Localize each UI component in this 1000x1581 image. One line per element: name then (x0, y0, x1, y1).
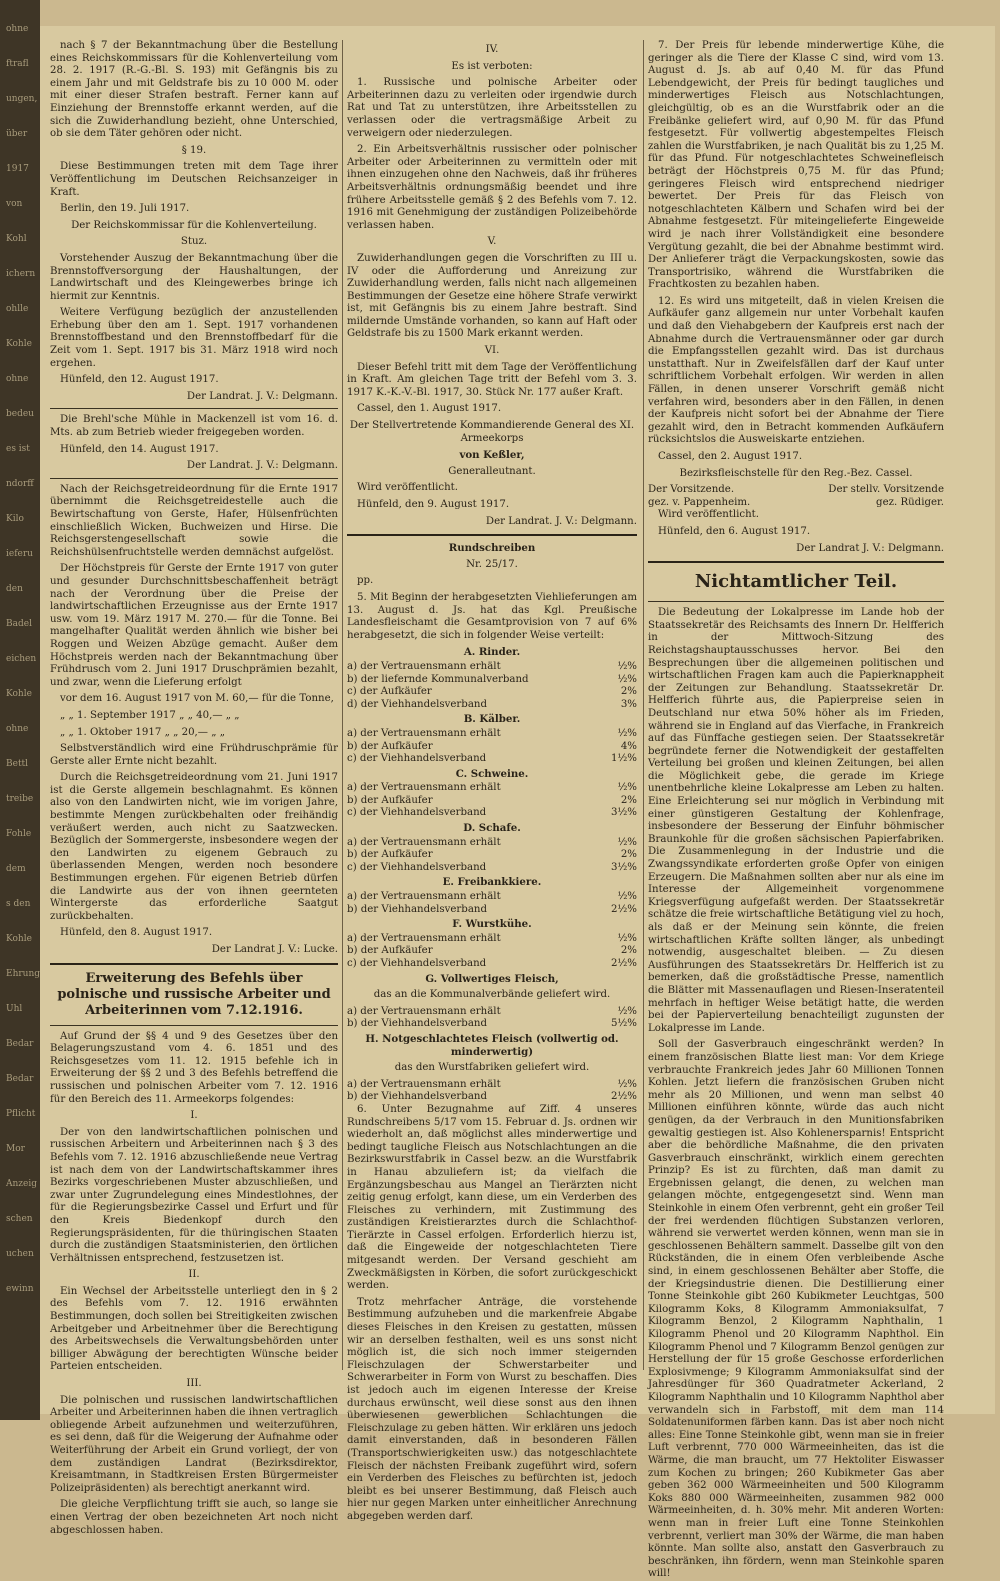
dateline: Hünfeld, den 6. August 1917. (658, 525, 811, 537)
paragraph: Ein Wechsel der Arbeitsstelle unterliegt den in § 2 des Befehls vom 7. 12. 1916 erwähnten Bestimmungen, doch sollen bei Streitigkeiten zwischen Arbeitgeber und Arbeitnehmer über die Berechtigung des Arbeitswechsels die Verwaltungsbehörden unter billiger Abwägung der berechtigten Wünsche beider Parteien entscheiden. (50, 1285, 338, 1373)
binding-gutter (0, 0, 40, 1420)
divider (50, 408, 338, 409)
paragraph: Die gleiche Verpflichtung trifft sie auch, so lange sie einen Vertrag der oben bezeichneten Art noch nicht abgeschlossen haben. (50, 1499, 338, 1536)
signature: Der Landrat J. V.: Lucke. (211, 944, 338, 955)
provision-percent: ½% (617, 836, 637, 848)
margin-fragment: Kohl (6, 234, 27, 244)
provision-group-note: das den Wurstfabriken geliefert wird. (394, 1062, 590, 1074)
signature: Der Landrat J. V.: Delgmann. (796, 542, 944, 554)
provision-percent: ½% (617, 891, 637, 903)
provision-recipient: a) der Vertrauensmann erhält (347, 727, 501, 739)
provision-group-title: C. Schweine. (455, 767, 529, 780)
signature-left: Der Vorsitzende. (648, 484, 735, 496)
margin-fragment: ohne (6, 24, 29, 34)
provision-recipient: a) der Vertrauensmann erhält (347, 660, 501, 672)
provision-row (347, 661, 637, 674)
paragraph: Dieser Befehl tritt mit dem Tage der Veröffentlichung in Kraft. Am gleichen Tage tritt der Befehl vom 3. 3. 1917 K.-K.-V.-Bl. 1917, 30. Stück Nr. 177 außer Kraft. (347, 361, 637, 398)
paragraph: nach § 7 der Bekanntmachung über die Bestellung eines Reichskommissars für die Kohlenverteilung vom 28. 2. 1917 (R.-G.-Bl. S. 193) mit Gefängnis bis zu einem Jahr und mit Geldstrafe bis zu 10 000 M. oder mit einer dieser Strafen bestraft. Ferner kann auf Einziehung der Brennstoffe erkannt werden, auf die sich die Zuwiderhandlung bezieht, ohne Unterschied, ob sie dem Täter gehören oder nicht. (50, 40, 338, 140)
signature-name: Stuz. (180, 236, 208, 248)
roman-numeral: IV. (485, 44, 499, 55)
signature-row (648, 497, 944, 510)
margin-fragment: ohne (6, 374, 29, 384)
dateline: Hünfeld, den 8. August 1917. (60, 927, 213, 939)
subheading: Es ist verboten: (451, 60, 533, 72)
provision-recipient: b) der Aufkäufer (347, 945, 433, 957)
provision-percent: 2% (620, 945, 637, 957)
margin-fragment: Badel (6, 619, 32, 629)
provision-row (347, 849, 637, 862)
provision-recipient: b) der Viehhandelsverband (347, 1091, 487, 1103)
provision-percent: 2% (620, 794, 637, 806)
provision-row (347, 891, 637, 904)
margin-fragment: Bedar (6, 1039, 34, 1049)
provision-group-title: F. Wurstkühe. (452, 918, 532, 931)
price-line: vor dem 16. August 1917 von M. 60,— für die Tonne, (60, 693, 334, 705)
provision-row (347, 862, 637, 875)
margin-fragment: Bettl (6, 759, 29, 769)
provision-percent: 3½% (610, 861, 637, 873)
section-headline: Nichtamtlicher Teil. (694, 571, 898, 593)
paragraph: 5. Mit Beginn der herabgesetzten Viehlieferungen am 13. August d. Js. hat das Kgl. Preußische Landesfleischamt die Gesamtprovision von 7 auf 6% herabgesetzt, die sich in folgender Weise verteilt: (347, 591, 637, 641)
margin-fragment: Ehrung (6, 969, 41, 979)
signature-rank: Generalleutnant. (448, 465, 536, 477)
signature: Der Reichskommissar für die Kohlenverteilung. (71, 219, 317, 231)
margin-fragment: Fohle (6, 829, 32, 839)
column-rule (342, 40, 343, 1370)
column-3 (648, 40, 944, 1580)
column-1 (50, 40, 338, 1536)
paragraph: Die Brehl'sche Mühle in Mackenzell ist vom 16. d. Mts. ab zum Betrieb wieder freigegeben worden. (50, 414, 338, 439)
provision-row (347, 807, 637, 820)
margin-fragment: es ist (6, 444, 30, 454)
provision-recipient: b) der Aufkäufer (347, 794, 433, 806)
section-number: § 19. (181, 144, 207, 156)
paragraph: Auf Grund der §§ 4 und 9 des Gesetzes über den Belagerungszustand vom 4. 6. 1851 und des Reichsgesetzes vom 11. 12. 1915 befehle ich in Erweiterung der §§ 2 und 3 des Befehls betreffend die russischen und polnischen Arbeiter vom 7. 12. 1916 für den Bereich des 11. Armeekorps folgendes: (50, 1030, 338, 1105)
signature-left: gez. v. Pappenheim. (648, 496, 751, 508)
provision-recipient: a) der Vertrauensmann erhält (347, 932, 501, 944)
article-headline: Erweiterung des Befehls über polnische und russische Arbeiter und Arbeiterinnen vom 7.12.1916. (57, 970, 331, 1018)
circular-number: Nr. 25/17. (466, 558, 518, 570)
roman-numeral: I. (190, 1110, 198, 1122)
provision-row (347, 958, 637, 971)
provision-row (347, 1018, 637, 1031)
issuing-office: Bezirksfleischstelle für den Reg.-Bez. Cassel. (679, 467, 913, 479)
provision-row (347, 699, 637, 712)
paragraph: Selbstverständlich wird eine Frühdruschprämie für Gerste aller Ernte nicht bezahlt. (50, 743, 338, 767)
margin-fragment: uchen (6, 1249, 34, 1259)
column-rule (643, 40, 644, 1370)
provision-percent: 1½% (610, 753, 637, 765)
provision-row (347, 795, 637, 808)
margin-fragment: ungen, (6, 94, 38, 104)
provision-row (347, 904, 637, 917)
margin-fragment: ndorff (6, 479, 34, 489)
dateline: Hünfeld, den 14. August 1917. (60, 443, 219, 455)
price-line: „ „ 1. September 1917 „ „ 40,— „ „ (60, 709, 240, 721)
paragraph: 12. Es wird uns mitgeteilt, daß in vielen Kreisen die Aufkäufer ganz allgemein nur unter Vorbehalt kaufen und daß den Viehabgebern der Kaufpreis erst nach der Abnahme durch die Vertrauensmänner oder gar durch die Empfangsstellen gezahlt wird. Das ist durchaus unstatthaft. Nur in Zweifelsfällen darf der Kauf unter schriftlichem Vorbehalt erfolgen. Wir werden in allen Fällen, in denen unserer Vorschrift gemäß nicht verfahren wird, besonders aber in den Fällen, in denen der Kaufpreis nicht sofort bei der Abnahme der Tiere gezahlt wird, den in Betracht kommenden Aufkäufern rücksichtslos die Ausweiskarte entziehen. (648, 295, 944, 446)
divider (648, 601, 944, 602)
divider (347, 534, 637, 536)
paragraph: Die polnischen und russischen landwirtschaftlichen Arbeiter und Arbeiterinnen haben die ihnen vertraglich obliegende Arbeit aufzunehmen und weiterzuführen, es sei denn, daß für die Weigerung der Aufnahme oder Weiterführung der Arbeit ein Grund vorliegt, der von dem zuständigen Landrat (Bezirksdirektor, Kreisamtmann, in Stadtkreisen Ersten Bürgermeister Polizeipräsidenten) als berechtigt anerkannt wird. (50, 1394, 338, 1494)
paragraph: Diese Bestimmungen treten mit dem Tage ihrer Veröffentlichung im Deutschen Reichsanzeiger in Kraft. (50, 161, 338, 198)
provision-percent: 4% (620, 740, 637, 752)
note: pp. (357, 575, 374, 587)
signature-right: Der stellv. Vorsitzende (828, 484, 944, 496)
margin-fragment: s den (6, 899, 31, 909)
margin-fragment: ichern (6, 269, 36, 279)
signature-name: von Keßler, (459, 449, 525, 462)
provision-group-title: B. Kälber. (463, 713, 521, 726)
paragraph: 1. Russische und polnische Arbeiter oder Arbeiterinnen dazu zu verleiten oder irgendwie durch Rat und Tat zu unterstützen, ihre Arbeitsstellen zu verlassen oder die vertragsmäßige Arbeit zu verweigern oder niederzulegen. (347, 77, 637, 139)
margin-fragment: eichen (6, 654, 37, 664)
provision-row (347, 945, 637, 958)
provision-percent: 2½% (610, 958, 637, 969)
paragraph: 2. Ein Arbeitsverhältnis russischer oder polnischer Arbeiter oder Arbeiterinnen zu vermitteln oder mit ihnen einzugehen ohne den Nachweis, daß ihr früheres Arbeitsverhältnis ordnungsmäßig beendet und ihre frühere Arbeitsstelle gemäß § 2 des Befehls vom 7. 12. 1916 mit Genehmigung der zuständigen Polizeibehörde verlassen haben. (347, 144, 637, 231)
signature-right: gez. Rüdiger. (876, 496, 944, 508)
provision-recipient: a) der Vertrauensmann erhält (347, 1005, 501, 1017)
note: Wird veröffentlicht. (357, 482, 459, 494)
provision-percent: 2½% (610, 903, 637, 915)
margin-fragment: ieferu (6, 549, 33, 559)
provision-percent: 5½% (610, 1018, 637, 1030)
margin-fragment: Kilo (6, 514, 24, 524)
provision-percent: 2% (620, 686, 637, 698)
margin-fragment: ohne (6, 724, 29, 734)
provision-row (347, 728, 637, 741)
signature: Der Landrat. J. V.: Delgmann. (186, 390, 338, 402)
dateline: Cassel, den 2. August 1917. (658, 451, 803, 462)
provision-recipient: c) der Viehhandelsverband (347, 807, 487, 819)
provision-recipient: b) der Viehhandelsverband (347, 903, 487, 915)
margin-fragment: Pflicht (6, 1109, 36, 1119)
paragraph: Weitere Verfügung bezüglich der anzustellenden Erhebung über den am 1. Sept. 1917 vorhandenen Brennstoffbestand und den Brennstoffbedarf für die Zeit vom 1. Sept. 1917 bis 31. März 1918 wird noch ergehen. (50, 307, 338, 369)
provision-group-title: A. Rinder. (463, 646, 521, 659)
section-headline: Rundschreiben (448, 542, 536, 555)
roman-numeral: V. (487, 236, 497, 248)
provision-table (347, 646, 637, 1104)
provision-row (347, 1091, 637, 1104)
provision-group-title: G. Vollwertiges Fleisch, (425, 972, 559, 985)
margin-fragment: Uhl (6, 1004, 23, 1014)
paragraph: Soll der Gasverbrauch eingeschränkt werden? In einem französischen Blatte liest man: Vor dem Kriege verbrauchte Frankreich jedes Jahr 60 Millionen Tonnen Kohlen. Jetzt liefern die französischen Gruben nicht mehr als 20 Millionen, und wenn man selbst 40 Millionen einführen könnte, würde das auch nicht genügen, da der Verbrauch in den Munitionsfabriken gewaltig gestiegen ist. Also Kohlenersparnis! Entspricht aber die behördliche Maßnahme, die den privaten Gasverbrauch einschränkt, wirklich einem gerechten Prinzip? Es ist zu fürchten, daß man damit zu Ergebnissen gelangt, die denen, zu welchen man gelangen möchte, entgegengesetzt sind. Wenn man Steinkohle in einem Ofen verbrennt, geht ein großer Teil der frei werdenden flüchtigen Substanzen verloren, während sie verwertet werden können, wenn man sie in geschlossenen Behältern sammelt. Dasselbe gilt von den Rückständen, die in einem Ofen verbleibende Asche sind, in einem geschlossenen Behälter aber Stoffe, die der Kriegsindustrie dienen. Die Destillierung einer Tonne Steinkohle gibt 260 Kubikmeter Leuchtgas, 500 Kilogramm Koks, 8 Kilogramm Ammoniaksulfat, 7 Kilogramm Benzol, 2 Kilogramm Naphthalin, 1 Kilogramm Phenol und 20 Kilogramm Naphthol. Ein Kilogramm Phenol und 7 Kilogramm Benzol genügen zur Herstellung der für 15 große Geschosse erforderlichen Explosivmenge; 9 Kilogramm Ammoniaksulfat sind der Jahresdünger für 360 Quadratmeter Ackerland, 2 Kilogramm Naphthalin und 10 Kilogramm Naphthol aber verwandeln sich in Farbstoff, mit dem man 114 Soldatenuniformen färben kann. Das ist aber noch nicht alles: Eine Tonne Steinkohle gibt, wenn man sie in freier Luft verbrennt, 770 000 Wärmeeinheiten, das ist die Wärme, die man braucht, um 77 Hektoliter Eiswasser zum Kochen zu bringen; 260 Kubikmeter Gas aber geben 362 000 Wärmeeinheiten und 500 Kilogramm Koks 880 000 Wärmeeinheiten, zusammen 982 000 Wärmeeinheiten, d. h. 30% mehr. Mit anderen Worten: wenn man in freier Luft eine Tonne Steinkohlen verbrennt, verliert man 30% der Wärme, die man haben könnte. Man sollte also, anstatt den Gasverbrauch zu beschränken, ihn fördern, wenn man Steinkohle sparen will! (648, 1039, 944, 1580)
divider (50, 478, 338, 479)
paragraph: Durch die Reichsgetreideordnung vom 21. Juni 1917 ist die Gerste allgemein beschlagnahmt. Es können also von den Landwirten nicht, wie im vorigen Jahre, bestimmte Mengen zurückbehalten oder freihändig veräußert werden, auch nicht zu Saatzwecken. Bezüglich der Sommergerste, insbesondere wegen der den Landwirten zu eigenem Gebrauch zu überlassenden Mengen, werden noch besondere Bestimmungen ergehen. Für eigenen Betrieb dürfen die Landwirte aus der von ihnen geernteten Wintergerste das erforderliche Saatgut zurückbehalten. (50, 772, 338, 922)
provision-recipient: d) der Viehhandelsverband (347, 698, 487, 710)
provision-percent: 2% (620, 849, 637, 861)
margin-fragment: den (6, 584, 23, 594)
margin-text-list (0, 24, 40, 1295)
provision-row (347, 782, 637, 795)
provision-recipient: b) der Aufkäufer (347, 740, 433, 752)
provision-recipient: c) der Viehhandelsverband (347, 753, 487, 765)
signature: Der Stellvertretende Kommandierende General des XI. Armeekorps (349, 420, 635, 444)
provision-recipient: c) der Aufkäufer (347, 686, 432, 698)
margin-fragment: Bedar (6, 1074, 34, 1084)
price-line: „ „ 1. Oktober 1917 „ „ 20,— „ „ (60, 726, 226, 738)
paragraph: Zuwiderhandlungen gegen die Vorschriften zu III u. IV oder die Aufforderung und Anreizung zur Zuwiderhandlung werden, falls nicht nach allgemeinen Bestimmungen der Gesetze eine höhere Strafe verwirkt ist, mit Gefängnis bis zu einem Jahre bestraft. Sind mildernde Umstände vorhanden, so kann auf Haft oder Geldstrafe bis zu 1500 Mark erkannt werden. (347, 252, 637, 340)
provision-percent: ½% (617, 673, 637, 685)
margin-fragment: Kohle (6, 339, 32, 349)
provision-percent: ½% (617, 1005, 637, 1017)
provision-recipient: a) der Vertrauensmann erhält (347, 891, 501, 903)
provision-group-title: D. Schafe. (463, 822, 521, 835)
provision-row (347, 674, 637, 687)
margin-fragment: von (6, 199, 23, 209)
provision-row (347, 753, 637, 766)
dateline: Hünfeld, den 12. August 1917. (60, 374, 219, 386)
margin-fragment: Kohle (6, 689, 32, 699)
provision-percent: ½% (617, 782, 637, 794)
margin-fragment: ewinn (6, 1284, 34, 1294)
provision-row (347, 686, 637, 699)
roman-numeral: II. (188, 1269, 200, 1281)
margin-fragment: treibe (6, 794, 34, 804)
provision-group-title: H. Notgeschlachtetes Fleisch (vollwertig od. minderwertig) (365, 1032, 619, 1058)
paragraph: Die Bedeutung der Lokalpresse im Lande hob der Staatssekretär des Reichsamts des Innern Dr. Helfferich in der Mittwoch-Sitzung des Reichstagshauptausschusses hervor. Bei den Besprechungen über die allgemeinen politischen und wirtschaftlichen Fragen kam auch die Papierknappheit der Zeitungen zur Behandlung. Staatssekretär Dr. Helfferich führte aus, die Papierpreise seien in Deutschland nur etwa 50% höher als im Frieden, während sie in England auf das Vierfache, in Frankreich auf das Fünffache gestiegen seien. Der Staatssekretär begründete ferner die Notwendigkeit der gestaffelten Verteilung bei großen und kleinen Zeitungen, bei allen die Möglichkeit gebe, die gerade im Kriege unentbehrliche kleine Lokalpresse am Leben zu halten. Eine Erleichterung sei nur möglich in Verbindung mit einer günstigeren Gestaltung der Kohlenfrage, insbesondere der Besserung der Einfuhr böhmischer Braunkohle für die großen sächsischen Papierfabriken. Die Zusammenlegung in der Industrie und die Zwangssyndikate erforderten große Opfer von einigen Erzeugern. Die Maßnahmen sollten aber nur als eine im Interesse der Allgemeinheit vorgenommene Kriegsverfügung aufgefaßt werden. Der Staatssekretär schätze die freie wirtschaftliche Betätigung viel zu hoch, als daß er der Meinung sein könnte, die freien wirtschaftlichen Kräfte sollten länger, als unbedingt notwendig, ausgeschaltet bleiben. — Zu diesen Ausführungen des Staatssekretärs Dr. Helfferich ist zu bemerken, daß die großstädtische Presse, namentlich die Blätter mit Massenauflagen und Riesen-Inseratenteil mehrfach in heftiger Weise betätigt hatte, die werden bei der Papierverteilung benachteiligt zugunsten der Lokalpresse im Lande. (648, 607, 944, 1034)
provision-recipient: b) der Viehhandelsverband (347, 1018, 487, 1030)
margin-fragment: Mor (6, 1144, 25, 1154)
margin-fragment: ftrafl (6, 59, 29, 69)
provision-row (347, 933, 637, 946)
margin-fragment: schen (6, 1214, 33, 1224)
note: Wird veröffentlicht. (658, 509, 760, 521)
paragraph: 7. Der Preis für lebende minderwertige Kühe, die geringer als die Tiere der Klasse C sind, wird vom 13. August d. Js. ab auf 0,40 M. für das Pfund Lebendgewicht, der Preis für bedingt taugliches und minderwertiges Fleisch aus Notschlachtungen, gleichgültig, ob es an die Wurstfabrik oder an die Freibänke geliefert wird, auf 0,90 M. für das Pfund festgesetzt. Für vollwertig abgestempeltes Fleisch zahlen die Wurstfabriken, je nach Qualität bis zu 1,25 M. für das Pfund. Für notgeschlachtetes Schweinefleisch beträgt der Höchstpreis 0,75 M. für das Pfund; geringeres Fleisch wird entsprechend niedriger bewertet. Der Preis für das Fleisch von notgeschlachteten Kälbern und Schafen wird bei der Abnahme festgesetzt. Für miteingelieferte Eingeweide wird je nach ihrer Vollständigkeit eine besondere Vergütung gezahlt, die bei der Abnahme bestimmt wird. Der Anlieferer trägt die Verpackungskosten, sowie das Transportrisiko, während die Wurstfabriken die Frachtkosten zu bezahlen haben. (648, 40, 944, 291)
provision-row (347, 1006, 637, 1019)
provision-group-note: das an die Kommunalverbände geliefert wird. (373, 989, 611, 1001)
provision-percent: ½% (617, 660, 637, 672)
paragraph: Nach der Reichsgetreideordnung für die Ernte 1917 übernimmt die Reichsgetreidestelle auch die Bewirtschaftung von Gerste, Hafer, Hülsenfrüchten einschließlich Wicken, Buchweizen und Hirse. Die Reichsgerstengesellschaft sowie die Reichshülsenfruchtstelle werden demnächst aufgelöst. (50, 483, 338, 558)
roman-numeral: VI. (484, 345, 500, 357)
divider (50, 963, 338, 965)
provision-percent: 3% (620, 698, 637, 710)
margin-fragment: Kohle (6, 934, 32, 944)
provision-percent: 3½% (610, 807, 637, 819)
margin-fragment: bedeu (6, 409, 34, 419)
dateline: Cassel, den 1. August 1917. (357, 403, 502, 415)
provision-percent: ½% (617, 727, 637, 739)
provision-percent: ½% (617, 932, 637, 944)
column-2 (347, 40, 637, 1522)
provision-row (347, 741, 637, 754)
provision-percent: ½% (617, 1078, 637, 1090)
signature-row (648, 484, 944, 497)
margin-fragment: dem (6, 864, 26, 874)
margin-fragment: über (6, 129, 28, 139)
provision-row (347, 1079, 637, 1092)
provision-group-title: E. Freibankkiere. (442, 876, 542, 889)
divider (648, 561, 944, 563)
margin-fragment: 1917 (6, 164, 29, 174)
provision-recipient: c) der Viehhandelsverband (347, 861, 487, 873)
paragraph: 6. Unter Bezugnahme auf Ziff. 4 unseres Rundschreibens 5/17 vom 15. Februar d. Js. ordnen wir wiederholt an, daß möglichst alles minderwertige und bedingt taugliche Fleisch aus Notschlachtungen an die Bezirkswurstfabrik in Cassel bezw. an die Wurstfabrik in Hanau abzuliefern ist; da vielfach die Ergänzungsbeschau aus Mangel an Tierärzten nicht zeitig genug erfolgt, kann diese, um ein Verderben des Fleisches zu verhindern, mit Zustimmung des zuständigen Kreistierarztes durch die Schlachthof-Tierärzte in Cassel erfolgen. Erforderlich hierzu ist, daß die Eingeweide der notgeschlachteten Tiere mitgesandt werden. Der Versand geschieht am Zweckmäßigsten in Körben, die sofort zurückgeschickt werden. (347, 1103, 637, 1292)
paragraph: Vorstehender Auszug der Bekanntmachung über die Brennstoffversorgung der Haushaltungen, der Landwirtschaft und des Kleingewerbes bringe ich hiermit zur Kenntnis. (50, 252, 338, 302)
divider (50, 1025, 338, 1026)
provision-recipient: b) der Aufkäufer (347, 849, 433, 861)
signature: Der Landrat. J. V.: Delgmann. (485, 515, 637, 527)
provision-percent: 2½% (610, 1091, 637, 1103)
margin-fragment: ohlle (6, 304, 29, 314)
signature: Der Landrat. J. V.: Delgmann. (186, 460, 338, 472)
provision-recipient: b) der liefernde Kommunalverband (347, 673, 529, 685)
paragraph: Der Höchstpreis für Gerste der Ernte 1917 von guter und gesunder Durchschnittsbeschaffenheit beträgt nach der Verordnung über die Preise der landwirtschaftlichen Erzeugnisse aus der Ernte 1917 usw. vom 19. März 1917 M. 270.— für die Tonne. Bei mangelhafter Qualität werden ähnlich wie bisher bei Roggen und Weizen Abzüge gemacht. Außer dem Höchstpreis werden nach der Bekanntmachung über Frühdrusch vom 2. Juni 1917 Druschprämien bezahlt, und zwar, wenn die Lieferung erfolgt (50, 563, 338, 688)
margin-fragment: Anzeig (6, 1179, 38, 1189)
paragraph: Der von den landwirtschaftlichen polnischen und russischen Arbeitern und Arbeiterinnen nach § 3 des Befehls vom 7. 12. 1916 abzuschließende neue Vertrag ist nach dem von der Landwirtschaftskammer ihres Bezirks vorgeschriebenen Muster abzuschließen, und zwar unter Zugrundelegung eines Mindestlohnes, der für die Regierungsbezirke Cassel und Erfurt und für den Kreis Biedenkopf durch den Regierungspräsidenten, für die thüringischen Staaten durch die zuständigen Staatsministerien, den örtlichen Verhältnissen entsprechend, festzusetzen ist. (50, 1126, 338, 1264)
dateline: Berlin, den 19. Juli 1917. (60, 203, 190, 215)
dateline: Hünfeld, den 9. August 1917. (357, 499, 510, 510)
roman-numeral: III. (186, 1378, 202, 1390)
provision-row (347, 837, 637, 850)
provision-recipient: a) der Vertrauensmann erhält (347, 836, 501, 848)
provision-recipient: a) der Vertrauensmann erhält (347, 1078, 501, 1090)
paragraph: Trotz mehrfacher Anträge, die vorstehende Bestimmung aufzuheben und die markenfreie Abgabe dieses Fleisches in den Kreisen zu gestatten, müssen wir an derselben festhalten, weil es uns sonst nicht möglich ist, die sich noch immer steigernden Fleischzulagen der Schwerstarbeiter und Schwerarbeiter in Form von Wurst zu beschaffen. Dies ist jedoch auch im eigenen Interesse der Kreise durchaus erwünscht, weil diese sonst aus den ihnen überwiesenen gewerblichen Schlachtungen die Fleischzulage zu geben hätten. Wir erklären uns jedoch damit einverstanden, daß in besonderen Fällen (Transportschwierigkeiten usw.) das notgeschlachtete Fleisch der nächsten Freibank zugeführt wird, sofern ein Verderben des Fleisches zu befürchten ist, jedoch bleibt es bei unserer Bestimmung, daß Fleisch auch hier nur gegen Marken unter einheitlicher Anrechnung abgegeben werden darf. (347, 1296, 637, 1522)
provision-recipient: c) der Viehhandelsverband (347, 958, 487, 969)
provision-recipient: a) der Vertrauensmann erhält (347, 782, 501, 794)
